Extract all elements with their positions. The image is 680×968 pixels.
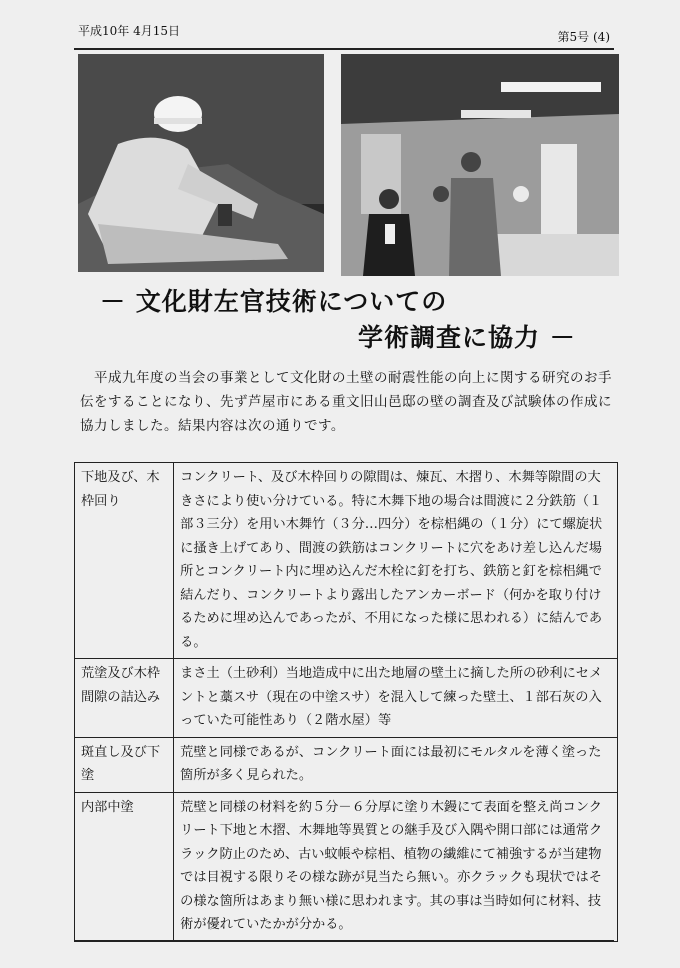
table-row	[75, 792, 618, 941]
article-title-line2: 学術調査に協力 －	[358, 323, 576, 352]
row-label: 下地及び、木枠回り	[75, 463, 174, 659]
row-text: 荒壁と同様であるが、コンクリート面には最初にモルタルを薄く塗った箇所が多く見られた。	[174, 737, 618, 792]
row-text: コンクリート、及び木枠回りの隙間は、煉瓦、木摺り、木舞等隙間の大きさにより使い分けている。特に木舞下地の場合は間渡に２分鉄筋（１部３三分）を用い木舞竹（３分…四分）を棕梠縄の（１分）にて螺旋状に搔き上げてあり、間渡の鉄筋はコンクリートに穴をあけ差し込んだ場所とコンクリート内に埋め込んだ木栓に釘を打ち、鉄筋と釘を棕梠縄で結んだり、コンクリートより露出したアンカーボード（何かを取り付けるために埋め込んであったが、不用になった様に思われる）に結んである。	[174, 463, 618, 659]
article-title-line1: － 文化財左官技術についての	[100, 287, 448, 316]
survey-results-table	[74, 462, 618, 942]
header-divider	[74, 48, 614, 50]
article-intro	[80, 366, 620, 438]
issue-date: 平成10年 4月15日	[78, 24, 180, 38]
table-row	[75, 659, 618, 738]
row-text: 荒壁と同様の材料を約５分－６分厚に塗り木鏝にて表面を整え尚コンクリート下地と木摺、木舞地等異質との継手及び入隅や開口部には通常クラック防止のため、古い蚊帳や棕梠、植物の繊維にて補強するが当建物では目視する限りその様な跡が見当たら無い。亦クラックも現状ではその様な箇所はあまり無い様に思われます。其の事は当時如何に材料、技術が優れていたかが分かる。	[174, 792, 618, 941]
issue-number: 第5号 (4)	[557, 30, 610, 44]
row-label: 内部中塗	[75, 792, 174, 941]
intro-paragraph: 平成九年度の当会の事業として文化財の土壁の耐震性能の向上に関する研究のお手伝をすることになり、先ず芦屋市にある重文旧山邑邸の壁の調査及び試験体の作成に協力しました。結果内容は次の通りです。	[80, 370, 612, 434]
photo-office-meeting	[341, 54, 619, 276]
table-row	[75, 737, 618, 792]
footer-divider	[74, 940, 614, 942]
photo-worker-at-wall	[78, 54, 324, 272]
row-text: まさ土（土砂利）当地造成中に出た地層の壁土に摘した所の砂利にセメントと藁スサ（現在の中塗スサ）を混入して練った壁土、１部石灰の入っていた可能性あり（２階水屋）等	[174, 659, 618, 738]
row-label: 荒塗及び木枠間隙の詰込み	[75, 659, 174, 738]
table-row	[75, 463, 618, 659]
row-label: 斑直し及び下塗	[75, 737, 174, 792]
